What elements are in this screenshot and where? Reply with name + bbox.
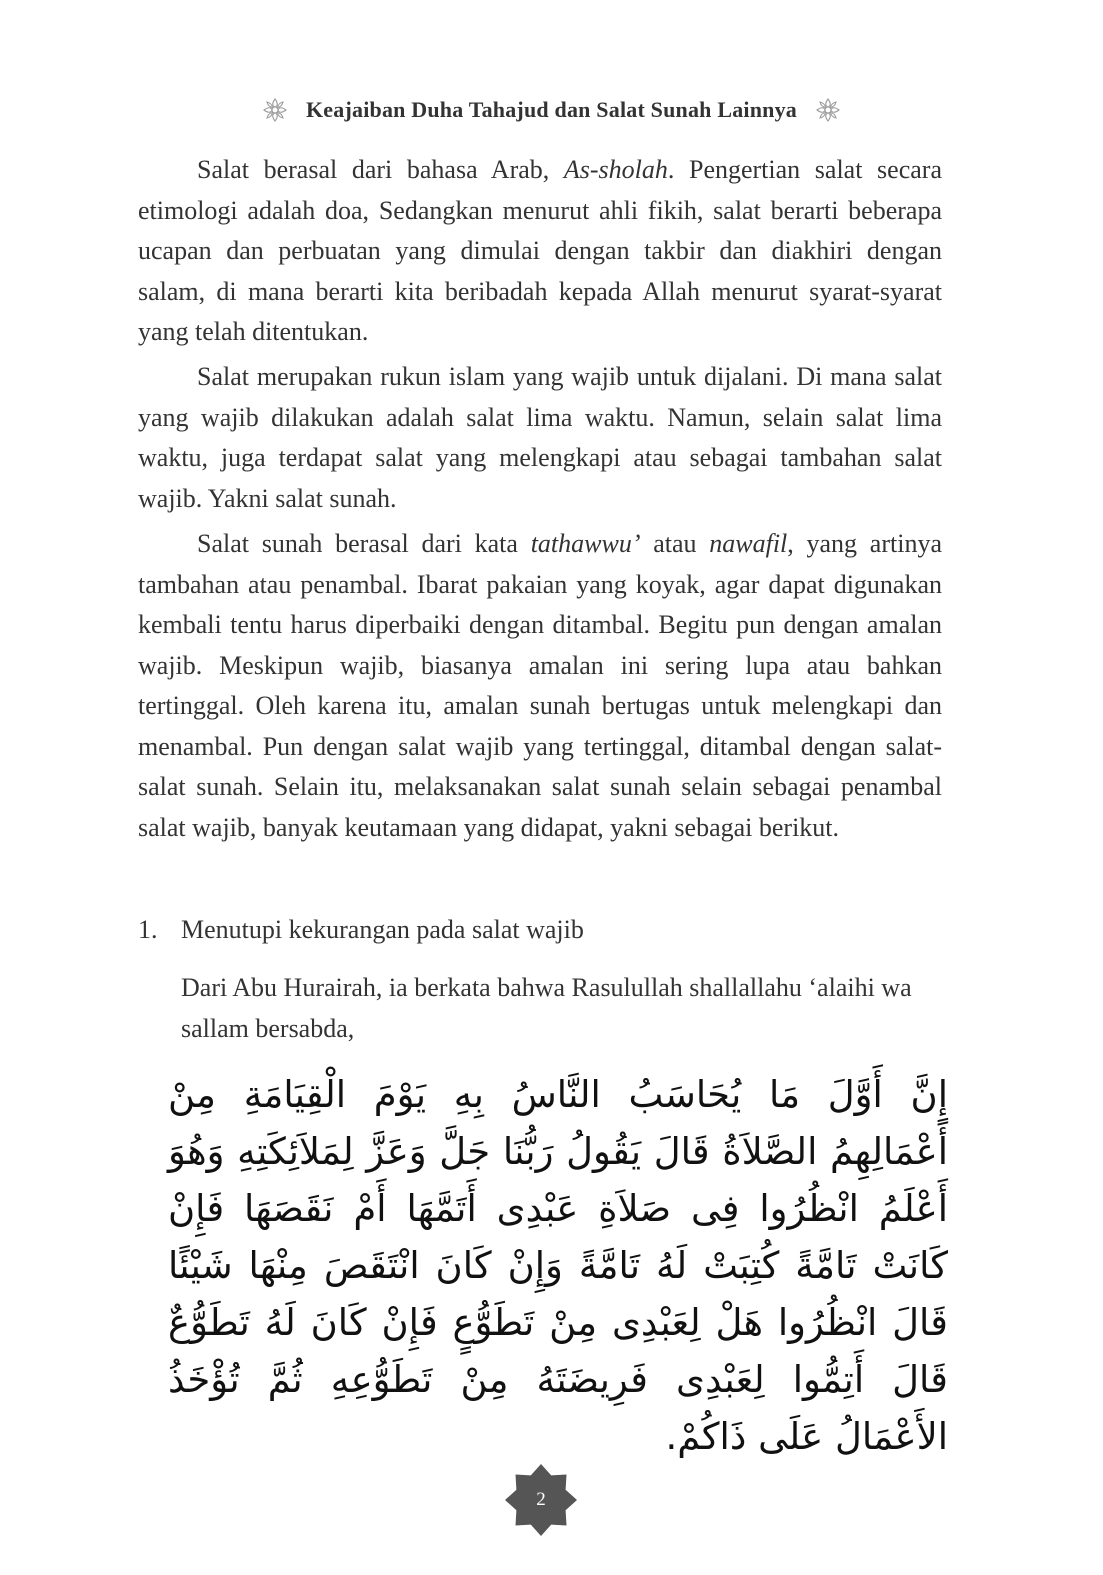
list-number: 1. bbox=[138, 915, 158, 944]
p1-italic-term: As-sholah bbox=[563, 155, 668, 184]
list-item bbox=[138, 910, 942, 950]
running-header bbox=[0, 90, 1103, 130]
p3-italic-term-1: tathawwu’ bbox=[530, 529, 641, 558]
paragraph-pillar bbox=[138, 357, 942, 519]
p1-text-rest: . Pengertian salat secara etimologi adalah doa, Sedangkan menurut ahli fikih, salat berarti beberapa ucapan dan perbuatan yang dimulai dengan takbir dan diakhiri dengan salam, di mana berarti kita beribadah kepada Allah menurut syarat-syarat yang telah ditentukan. bbox=[138, 155, 942, 346]
running-header-title: Keajaiban Duha Tahajud dan Salat Sunah Lainnya bbox=[306, 97, 797, 122]
p3-text-2: atau bbox=[640, 529, 710, 558]
paragraph-definition bbox=[138, 150, 942, 353]
p2-text: Salat merupakan rukun islam yang wajib untuk dijalani. Di mana salat yang wajib dilakukan adalah salat lima waktu. Namun, selain salat lima waktu, juga terdapat salat yang melengkapi atau sebagai tambahan salat wajib. Yakni salat sunah. bbox=[138, 362, 942, 513]
floral-ornament-icon bbox=[262, 97, 288, 123]
p3-text-3: , yang artinya tambahan atau penambal. Ibarat pakaian yang koyak, agar dapat digunakan kembali tentu harus diperbaiki dengan ditambal. Begitu pun dengan amalan wajib. Meskipun wajib, biasanya amalan ini sering lupa atau bahkan tertinggal. Oleh karena itu, amalan sunah bertugas untuk melengkapi dan menambal. Pun dengan salat wajib yang tertinggal, ditambal dengan salat-salat sunah. Selain itu, melaksanakan salat sunah selain sebagai penambal salat wajib, banyak keutamaan yang didapat, yakni sebagai berikut. bbox=[138, 529, 942, 842]
p3-italic-term-2: nawafil bbox=[709, 529, 788, 558]
page-number-badge bbox=[503, 1462, 579, 1538]
paragraph-sunnah bbox=[138, 524, 942, 848]
page-number: 2 bbox=[536, 1489, 546, 1510]
hadith-arabic-text: إِنَّ أَوَّلَ مَا يُحَاسَبُ النَّاسُ بِهِ يَوْمَ الْقِيَامَةِ مِنْ أَعْمَالِهِمُ الصَّلاَةُ قَالَ يَقُولُ رَبُّنَا جَلَّ وَعَزَّ لِمَلاَئِكَتِهِ وَهُوَ أَعْلَمُ انْظُرُوا فِى صَلاَةِ عَبْدِى أَتَمَّهَا أَمْ نَقَصَهَا فَإِنْ كَانَتْ تَامَّةً كُتِبَتْ لَهُ تَامَّةً وَإِنْ كَانَ انْتَقَصَ مِنْهَا شَيْئًا قَالَ انْظُرُوا هَلْ لِعَبْدِى مِنْ تَطَوُّعٍ فَإِنْ كَانَ لَهُ تَطَوُّعٌ قَالَ أَتِمُّوا لِعَبْدِى فَرِيضَتَهُ مِنْ تَطَوُّعِهِ ثُمَّ تُؤْخَذُ الأَعْمَالُ عَلَى ذَاكُمْ. bbox=[168, 1073, 948, 1458]
p3-text-1: Salat sunah berasal dari kata bbox=[197, 529, 531, 558]
floral-ornament-icon bbox=[815, 97, 841, 123]
list-item-text: Menutupi kekurangan pada salat wajib bbox=[181, 915, 584, 944]
hadith-intro: Dari Abu Hurairah, ia berkata bahwa Rasulullah shallallahu ‘alaihi wa sallam bersabda, bbox=[181, 973, 912, 1043]
p1-text-start: Salat berasal dari bahasa Arab, bbox=[197, 155, 564, 184]
